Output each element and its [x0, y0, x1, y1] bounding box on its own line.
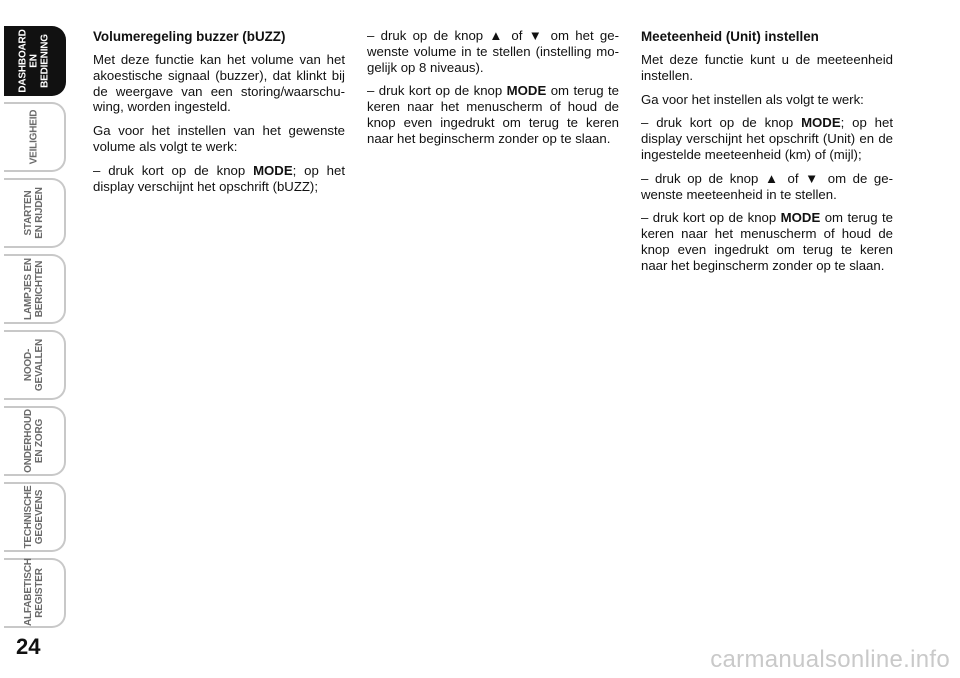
- chapter-tabs: [4, 26, 70, 634]
- tab-register[interactable]: [4, 558, 66, 628]
- column-unit: [641, 28, 893, 282]
- tab-label: DASHBOARD EN BEDIENING: [17, 29, 51, 93]
- paragraph: Met deze functie kan het volume van het akoestische signaal (buzzer), dat klinkt bij de weergave van een storing/waarschu-wing, worden ingesteld.: [93, 52, 345, 115]
- tab-dashboard[interactable]: [4, 26, 66, 96]
- text: om terug te keren naar het menuscherm of houd de knop even ingedrukt om terug te keren naar het beginscherm zonder op te slaan.: [641, 210, 893, 273]
- text: ; op het display verschijnt het opschrift (bUZZ);: [93, 162, 346, 194]
- text: – druk kort op de knop: [641, 210, 781, 226]
- paragraph: Ga voor het instellen als volgt te werk:: [641, 91, 864, 107]
- mode-key-label: MODE: [253, 162, 293, 178]
- text: – druk kort op de knop: [641, 115, 802, 131]
- tab-technische[interactable]: [4, 482, 66, 552]
- section-heading: Volumeregeling buzzer (bUZZ): [93, 29, 286, 44]
- tab-noodgevallen[interactable]: [4, 330, 66, 400]
- watermark: carmanualsonline.info: [710, 646, 950, 673]
- paragraph: [641, 115, 893, 162]
- text: – druk kort op de knop: [367, 83, 507, 99]
- mode-key-label: MODE: [780, 210, 821, 226]
- mode-key-label: MODE: [801, 115, 841, 131]
- section-heading: Meeteenheid (Unit) instellen: [641, 29, 819, 44]
- paragraph: [93, 163, 345, 195]
- tab-lampjes[interactable]: [4, 254, 66, 324]
- tab-label: STARTEN EN RIJDEN: [23, 187, 45, 239]
- tab-label: ONDERHOUD EN ZORG: [23, 409, 45, 473]
- paragraph: Ga voor het instellen van het gewenste volume als volgt te werk:: [93, 123, 345, 154]
- column-buzzer: [93, 28, 345, 202]
- tab-label: TECHNISCHE GEGEVENS: [23, 485, 45, 549]
- mode-key-label: MODE: [506, 83, 547, 99]
- paragraph: [367, 83, 619, 146]
- tab-label: ALFABETISCH REGISTER: [23, 558, 45, 626]
- tab-label: VEILIGHEID: [28, 109, 40, 165]
- paragraph: [641, 210, 893, 273]
- paragraph: Met deze functie kunt u de meeteenheid instellen.: [641, 52, 893, 83]
- text: om terug te keren naar het menuscherm of houd de knop even ingedrukt om terug te keren naar het beginscherm zonder op te slaan.: [367, 83, 619, 146]
- paragraph: – druk op de knop ▲ of ▼ om de ge-wenste meeteenheid in te stellen.: [641, 170, 893, 202]
- page-number: 24: [16, 634, 41, 659]
- tab-onderhoud[interactable]: [4, 406, 66, 476]
- text: – druk kort op de knop: [93, 162, 254, 178]
- tab-starten[interactable]: [4, 178, 66, 248]
- tab-label: NOOD- GEVALLEN: [23, 338, 45, 392]
- column-buzzer-cont: [367, 28, 619, 155]
- tab-label: LAMPJES EN BERICHTEN: [23, 258, 45, 320]
- tab-veiligheid[interactable]: [4, 102, 66, 172]
- paragraph: – druk op de knop ▲ of ▼ om het ge-wenste volume in te stellen (instelling mo-gelijk op 8 niveaus).: [367, 28, 619, 75]
- text: ; op het display verschijnt het opschrift (Unit) en de ingestelde meeteenheid (km) of (mijl);: [641, 115, 894, 162]
